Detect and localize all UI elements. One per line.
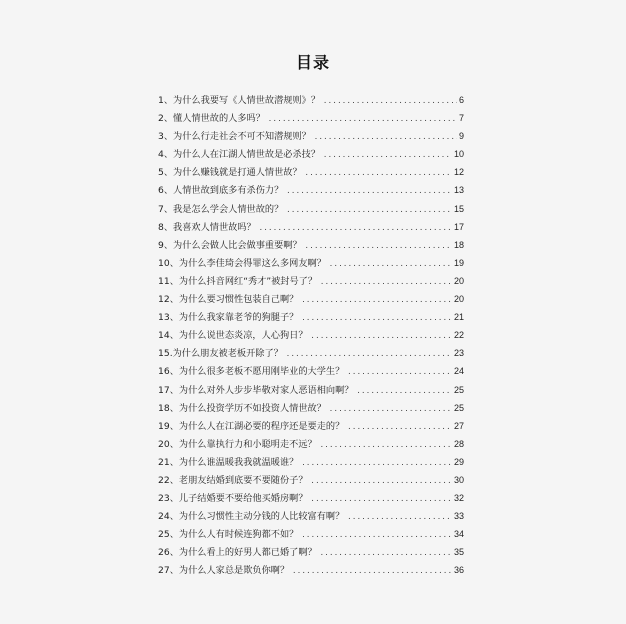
dot-leader (286, 206, 452, 214)
toc-entry-page: 27 (453, 420, 464, 431)
toc-entry-label: 5、为什么赚钱就是打通人情世故？ (158, 167, 302, 179)
toc-entry-page: 20 (453, 294, 464, 305)
dot-leader (301, 459, 452, 467)
dot-leader (347, 423, 452, 431)
toc-entry-page: 7 (458, 113, 464, 124)
toc-entry[interactable] (158, 418, 464, 436)
toc-entry-label: 15.为什么朋友被老板开除了？ (158, 348, 283, 360)
dot-leader (314, 133, 457, 141)
toc-entry-page: 12 (453, 167, 464, 178)
toc-entry[interactable] (158, 544, 464, 562)
toc-entry[interactable] (158, 526, 464, 544)
toc-entry[interactable] (158, 219, 464, 237)
toc-entry-page: 6 (458, 95, 464, 105)
toc-entry-page: 33 (453, 511, 464, 522)
dot-leader (320, 278, 452, 286)
dot-leader (347, 368, 452, 376)
toc-entry-page: 24 (453, 366, 464, 377)
dot-leader (347, 513, 452, 521)
toc-entry-page: 17 (453, 221, 464, 232)
dot-leader (305, 242, 452, 250)
toc-entry-page: 15 (453, 203, 464, 214)
toc-entry-label: 24、为什么习惯性主动分钱的人比较富有啊？ (158, 511, 345, 523)
toc-entry-label: 1、为什么我要写《人情世故潜规则》？ (158, 95, 321, 106)
dot-leader (311, 332, 452, 340)
toc-entry-page: 25 (453, 402, 464, 413)
toc-entry-label: 12、为什么要习惯性包装自己啊？ (158, 294, 299, 306)
toc-entry-page: 20 (453, 275, 464, 286)
toc-entry[interactable] (158, 363, 464, 381)
dot-leader (305, 169, 452, 177)
toc-entry[interactable] (158, 472, 464, 490)
toc-entry-label: 2、懂人情世故的人多吗？ (158, 113, 265, 125)
toc-entry-label: 19、为什么人在江湖必要的程序还是要走的？ (158, 420, 345, 432)
table-of-contents (158, 92, 464, 581)
dot-leader (301, 314, 452, 322)
dot-leader (320, 441, 452, 449)
toc-entry-page: 36 (453, 565, 464, 576)
toc-entry[interactable] (158, 92, 464, 110)
toc-entry-page: 9 (458, 131, 464, 142)
toc-entry[interactable] (158, 255, 464, 273)
toc-entry[interactable] (158, 490, 464, 508)
toc-entry-label: 16、为什么很多老板不愿用刚毕业的大学生？ (158, 366, 345, 378)
toc-entry-label: 4、为什么人在江湖人情世故是必杀技？ (158, 149, 321, 161)
dot-leader (259, 224, 452, 232)
toc-entry[interactable] (158, 327, 464, 345)
toc-entry-page: 18 (453, 239, 464, 250)
toc-entry-label: 25、为什么人有时候连狗都不如？ (158, 529, 299, 541)
toc-entry-label: 6、人情世故到底多有杀伤力？ (158, 185, 284, 197)
toc-entry[interactable] (158, 508, 464, 526)
toc-entry-page: 25 (453, 384, 464, 395)
toc-entry-label: 11、为什么抖音网红“秀才”被封号了？ (158, 275, 318, 287)
toc-entry-label: 8、我喜欢人情世故吗？ (158, 221, 256, 233)
toc-entry-label: 27、为什么人家总是欺负你啊？ (158, 565, 290, 577)
toc-entry-page: 10 (453, 149, 464, 160)
toc-entry-label: 7、我是怎么学会人情世故的？ (158, 203, 284, 215)
toc-entry-page: 13 (453, 185, 464, 196)
toc-entry-label: 21、为什么谁温暖我我就温暖谁？ (158, 456, 299, 468)
dot-leader (286, 350, 452, 358)
dot-leader (301, 296, 452, 304)
toc-entry[interactable] (158, 345, 464, 363)
toc-entry-label: 13、为什么我家靠老爷的狗腿子？ (158, 312, 299, 324)
toc-entry-label: 26、为什么看上的好男人都已婚了啊？ (158, 547, 317, 559)
dot-leader (356, 387, 452, 395)
toc-entry[interactable] (158, 110, 464, 128)
dot-leader (329, 405, 452, 413)
toc-entry-page: 30 (453, 474, 464, 485)
toc-entry-label: 17、为什么对外人步步毕敬对家人恶语相向啊？ (158, 384, 354, 396)
toc-entry[interactable] (158, 146, 464, 164)
toc-entry-page: 21 (453, 312, 464, 323)
toc-entry-label: 3、为什么行走社会不可不知潜规则？ (158, 131, 311, 143)
dot-leader (320, 549, 452, 557)
toc-entry[interactable] (158, 273, 464, 291)
toc-entry-page: 22 (453, 330, 464, 341)
dot-leader (268, 115, 457, 123)
toc-entry[interactable] (158, 309, 464, 327)
toc-entry-label: 10、为什么李佳琦会得罪这么多网友啊？ (158, 257, 326, 269)
toc-entry[interactable] (158, 201, 464, 219)
dot-leader (301, 531, 452, 539)
dot-leader (329, 260, 452, 268)
toc-entry-page: 34 (453, 529, 464, 540)
toc-entry-page: 29 (453, 456, 464, 467)
toc-entry-label: 9、为什么会做人比会做事重要啊？ (158, 239, 302, 251)
dot-leader (292, 567, 452, 575)
toc-entry-page: 32 (453, 493, 464, 504)
toc-entry-label: 18、为什么投资学历不如投资人情世故？ (158, 402, 326, 414)
dot-leader (311, 477, 452, 485)
dot-leader (323, 97, 457, 105)
dot-leader (323, 151, 452, 159)
toc-entry-page: 28 (453, 438, 464, 449)
toc-entry[interactable] (158, 436, 464, 454)
toc-entry[interactable] (158, 454, 464, 472)
toc-entry[interactable] (158, 562, 464, 580)
toc-entry-page: 35 (453, 547, 464, 558)
toc-entry-label: 20、为什么靠执行力和小聪明走不远？ (158, 438, 317, 450)
toc-entry-label: 14、为什么说世态炎凉，人心狗日？ (158, 330, 308, 342)
toc-entry-label: 22、老朋友结婚到底要不要随份子？ (158, 474, 308, 486)
toc-entry-label: 23、儿子结婚要不要给他买婚房啊？ (158, 493, 308, 505)
page-title: 目录 (295, 53, 330, 72)
toc-entry-page: 23 (453, 348, 464, 359)
toc-entry[interactable] (158, 182, 464, 200)
toc-entry[interactable] (158, 382, 464, 400)
toc-entry-page: 19 (453, 257, 464, 268)
toc-entry[interactable] (158, 291, 464, 309)
toc-entry[interactable] (158, 128, 464, 146)
dot-leader (286, 187, 452, 195)
dot-leader (311, 495, 452, 503)
toc-entry[interactable] (158, 400, 464, 418)
toc-entry[interactable] (158, 237, 464, 255)
toc-entry[interactable] (158, 164, 464, 182)
